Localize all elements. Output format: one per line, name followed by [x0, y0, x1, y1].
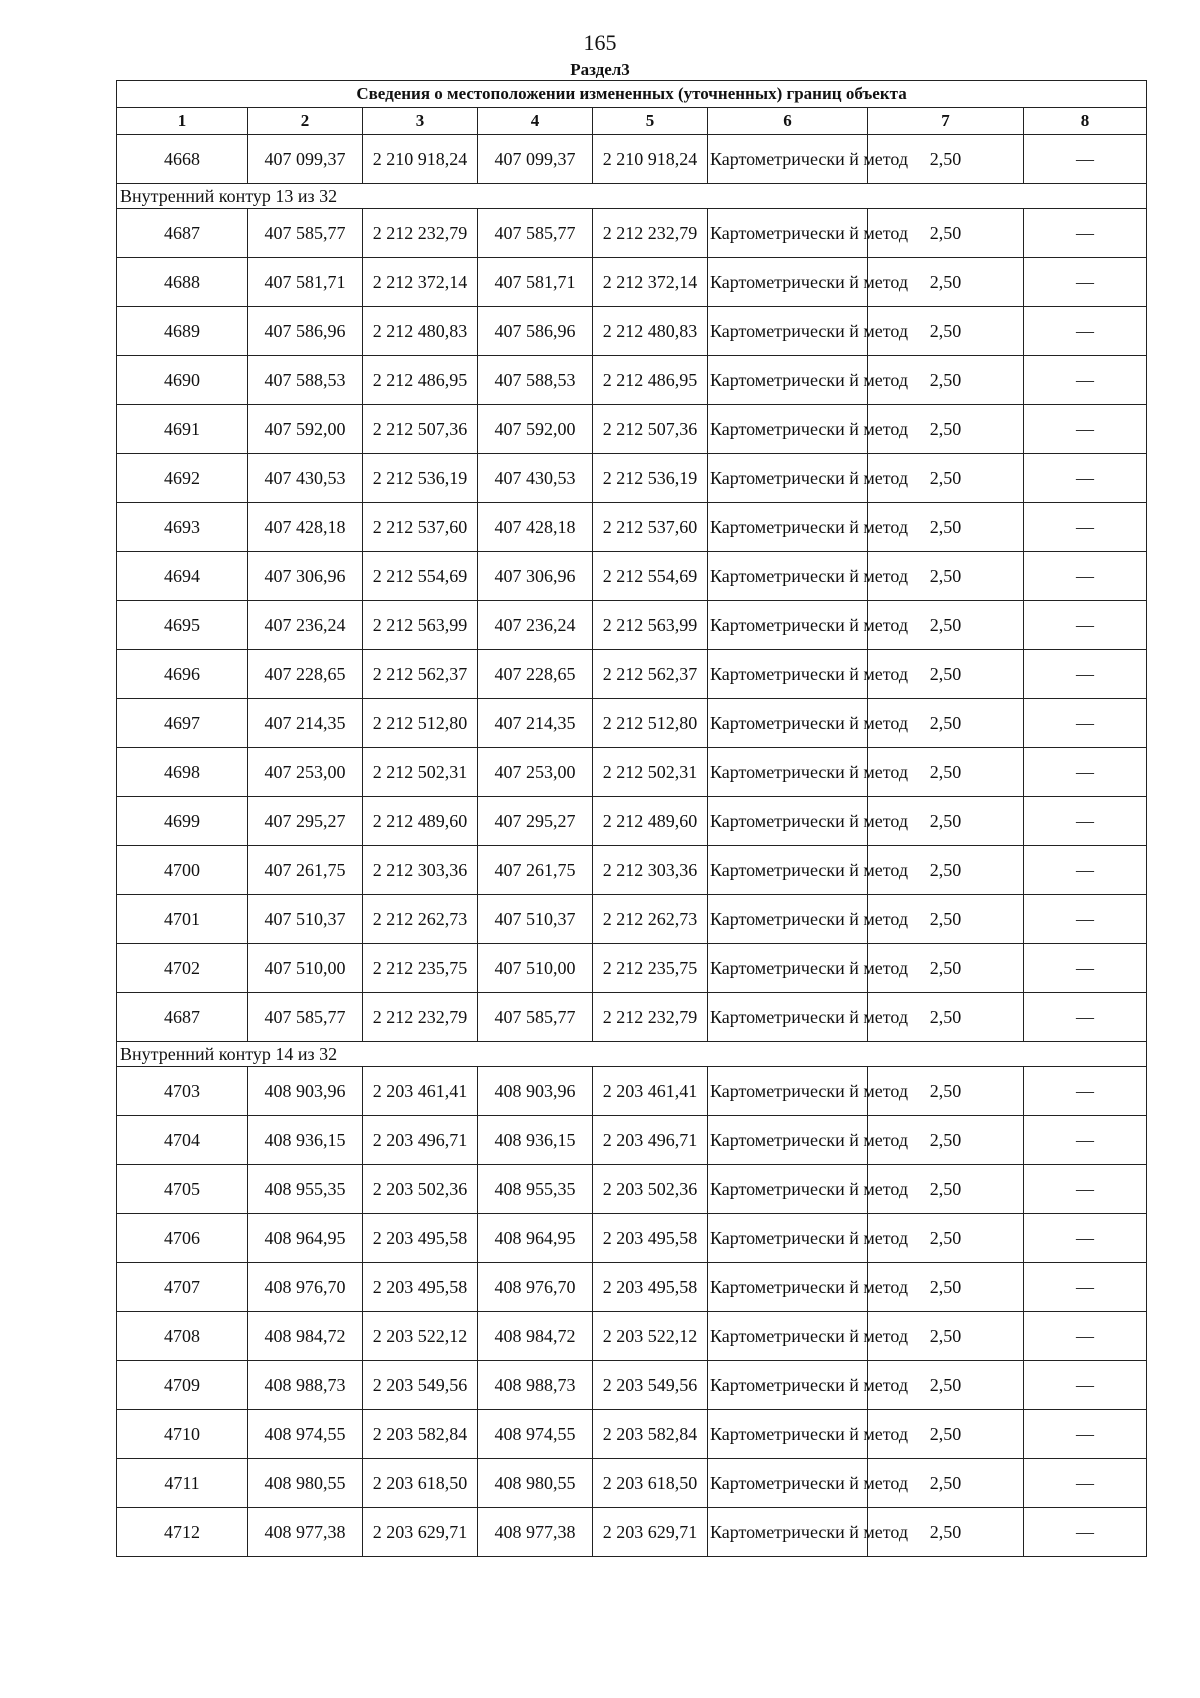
point-number-cell: 4704	[117, 1116, 248, 1165]
table-row	[117, 797, 1147, 846]
method-cell: Картометрически й метод	[708, 356, 868, 405]
column-number-row	[117, 108, 1147, 135]
y-new-cell: 2 203 629,71	[593, 1508, 708, 1557]
y-old-cell: 2 212 537,60	[363, 503, 478, 552]
x-old-cell: 408 964,95	[248, 1214, 363, 1263]
note-cell: —	[1024, 797, 1147, 846]
x-old-cell: 407 214,35	[248, 699, 363, 748]
x-old-cell: 407 585,77	[248, 209, 363, 258]
point-number-cell: 4688	[117, 258, 248, 307]
contour-header-row	[117, 1042, 1147, 1067]
table-row	[117, 356, 1147, 405]
page-number: 165	[583, 30, 617, 55]
y-new-cell: 2 203 496,71	[593, 1116, 708, 1165]
x-new-cell: 407 585,77	[478, 993, 593, 1042]
point-number-cell: 4710	[117, 1410, 248, 1459]
note-cell: —	[1024, 503, 1147, 552]
y-new-cell: 2 212 372,14	[593, 258, 708, 307]
method-cell: Картометрически й метод	[708, 699, 868, 748]
point-number-cell: 4697	[117, 699, 248, 748]
note-cell: —	[1024, 1459, 1147, 1508]
accuracy-cell: 2,50	[868, 846, 1024, 895]
point-number-cell: 4711	[117, 1459, 248, 1508]
accuracy-cell: 2,50	[868, 405, 1024, 454]
accuracy-cell: 2,50	[868, 135, 1024, 184]
table-row	[117, 1361, 1147, 1410]
x-new-cell: 408 976,70	[478, 1263, 593, 1312]
x-new-cell: 407 586,96	[478, 307, 593, 356]
y-old-cell: 2 212 232,79	[363, 209, 478, 258]
accuracy-cell: 2,50	[868, 797, 1024, 846]
x-new-cell: 407 214,35	[478, 699, 593, 748]
y-new-cell: 2 203 618,50	[593, 1459, 708, 1508]
table-row	[117, 1214, 1147, 1263]
x-old-cell: 407 236,24	[248, 601, 363, 650]
x-old-cell: 408 903,96	[248, 1067, 363, 1116]
column-number: 4	[478, 108, 593, 135]
point-number-cell: 4701	[117, 895, 248, 944]
method-cell: Картометрически й метод	[708, 748, 868, 797]
point-number-cell: 4706	[117, 1214, 248, 1263]
accuracy-cell: 2,50	[868, 748, 1024, 797]
table-row	[117, 993, 1147, 1042]
y-old-cell: 2 212 303,36	[363, 846, 478, 895]
method-cell: Картометрически й метод	[708, 209, 868, 258]
note-cell: —	[1024, 1508, 1147, 1557]
note-cell: —	[1024, 1116, 1147, 1165]
x-old-cell: 408 976,70	[248, 1263, 363, 1312]
table-row	[117, 135, 1147, 184]
x-old-cell: 407 510,00	[248, 944, 363, 993]
x-old-cell: 407 581,71	[248, 258, 363, 307]
y-new-cell: 2 203 495,58	[593, 1214, 708, 1263]
column-number: 2	[248, 108, 363, 135]
note-cell: —	[1024, 601, 1147, 650]
y-new-cell: 2 212 537,60	[593, 503, 708, 552]
method-cell: Картометрически й метод	[708, 135, 868, 184]
boundary-table	[116, 80, 1147, 1557]
accuracy-cell: 2,50	[868, 454, 1024, 503]
x-old-cell: 407 510,37	[248, 895, 363, 944]
point-number-cell: 4689	[117, 307, 248, 356]
y-new-cell: 2 212 562,37	[593, 650, 708, 699]
y-old-cell: 2 212 563,99	[363, 601, 478, 650]
y-new-cell: 2 212 554,69	[593, 552, 708, 601]
y-old-cell: 2 212 562,37	[363, 650, 478, 699]
method-cell: Картометрически й метод	[708, 1361, 868, 1410]
method-cell: Картометрически й метод	[708, 895, 868, 944]
column-number: 5	[593, 108, 708, 135]
point-number-cell: 4696	[117, 650, 248, 699]
note-cell: —	[1024, 307, 1147, 356]
method-cell: Картометрически й метод	[708, 993, 868, 1042]
contour-label: Внутренний контур 13 из 32	[117, 184, 1147, 209]
accuracy-cell: 2,50	[868, 993, 1024, 1042]
point-number-cell: 4687	[117, 209, 248, 258]
point-number-cell: 4690	[117, 356, 248, 405]
accuracy-cell: 2,50	[868, 1312, 1024, 1361]
note-cell: —	[1024, 699, 1147, 748]
accuracy-cell: 2,50	[868, 1116, 1024, 1165]
note-cell: —	[1024, 552, 1147, 601]
x-old-cell: 408 984,72	[248, 1312, 363, 1361]
accuracy-cell: 2,50	[868, 1361, 1024, 1410]
note-cell: —	[1024, 846, 1147, 895]
accuracy-cell: 2,50	[868, 1165, 1024, 1214]
y-new-cell: 2 203 502,36	[593, 1165, 708, 1214]
point-number-cell: 4708	[117, 1312, 248, 1361]
column-number: 1	[117, 108, 248, 135]
accuracy-cell: 2,50	[868, 895, 1024, 944]
x-new-cell: 408 984,72	[478, 1312, 593, 1361]
x-new-cell: 407 228,65	[478, 650, 593, 699]
y-new-cell: 2 212 489,60	[593, 797, 708, 846]
y-new-cell: 2 212 486,95	[593, 356, 708, 405]
y-new-cell: 2 212 235,75	[593, 944, 708, 993]
x-old-cell: 407 099,37	[248, 135, 363, 184]
note-cell: —	[1024, 258, 1147, 307]
method-cell: Картометрически й метод	[708, 552, 868, 601]
table-row	[117, 503, 1147, 552]
point-number-cell: 4703	[117, 1067, 248, 1116]
y-new-cell: 2 203 495,58	[593, 1263, 708, 1312]
accuracy-cell: 2,50	[868, 601, 1024, 650]
x-new-cell: 407 430,53	[478, 454, 593, 503]
accuracy-cell: 2,50	[868, 650, 1024, 699]
method-cell: Картометрически й метод	[708, 846, 868, 895]
x-old-cell: 408 988,73	[248, 1361, 363, 1410]
accuracy-cell: 2,50	[868, 356, 1024, 405]
y-old-cell: 2 212 480,83	[363, 307, 478, 356]
point-number-cell: 4699	[117, 797, 248, 846]
y-old-cell: 2 203 618,50	[363, 1459, 478, 1508]
x-new-cell: 407 253,00	[478, 748, 593, 797]
table-row	[117, 307, 1147, 356]
note-cell: —	[1024, 1312, 1147, 1361]
accuracy-cell: 2,50	[868, 1410, 1024, 1459]
point-number-cell: 4712	[117, 1508, 248, 1557]
point-number-cell: 4692	[117, 454, 248, 503]
table-caption: Сведения о местоположении измененных (уточненных) границ объекта	[117, 81, 1147, 108]
note-cell: —	[1024, 895, 1147, 944]
note-cell: —	[1024, 454, 1147, 503]
x-new-cell: 407 236,24	[478, 601, 593, 650]
note-cell: —	[1024, 748, 1147, 797]
point-number-cell: 4709	[117, 1361, 248, 1410]
table-row	[117, 552, 1147, 601]
y-new-cell: 2 203 582,84	[593, 1410, 708, 1459]
method-cell: Картометрически й метод	[708, 1410, 868, 1459]
x-new-cell: 408 980,55	[478, 1459, 593, 1508]
y-new-cell: 2 212 512,80	[593, 699, 708, 748]
section-title: Раздел3	[570, 60, 630, 79]
x-old-cell: 407 428,18	[248, 503, 363, 552]
x-new-cell: 407 261,75	[478, 846, 593, 895]
note-cell: —	[1024, 405, 1147, 454]
y-new-cell: 2 212 232,79	[593, 993, 708, 1042]
x-old-cell: 408 955,35	[248, 1165, 363, 1214]
y-new-cell: 2 212 303,36	[593, 846, 708, 895]
column-number: 8	[1024, 108, 1147, 135]
x-new-cell: 407 428,18	[478, 503, 593, 552]
y-old-cell: 2 212 512,80	[363, 699, 478, 748]
x-old-cell: 407 261,75	[248, 846, 363, 895]
y-new-cell: 2 203 522,12	[593, 1312, 708, 1361]
accuracy-cell: 2,50	[868, 258, 1024, 307]
note-cell: —	[1024, 993, 1147, 1042]
method-cell: Картометрически й метод	[708, 944, 868, 993]
x-new-cell: 407 592,00	[478, 405, 593, 454]
table-row	[117, 1410, 1147, 1459]
method-cell: Картометрически й метод	[708, 503, 868, 552]
note-cell: —	[1024, 1067, 1147, 1116]
table-row	[117, 1263, 1147, 1312]
note-cell: —	[1024, 1361, 1147, 1410]
x-new-cell: 407 099,37	[478, 135, 593, 184]
x-old-cell: 407 306,96	[248, 552, 363, 601]
table-row	[117, 944, 1147, 993]
y-new-cell: 2 212 232,79	[593, 209, 708, 258]
accuracy-cell: 2,50	[868, 209, 1024, 258]
y-new-cell: 2 212 502,31	[593, 748, 708, 797]
method-cell: Картометрически й метод	[708, 601, 868, 650]
table-row	[117, 650, 1147, 699]
x-new-cell: 407 510,00	[478, 944, 593, 993]
y-new-cell: 2 203 461,41	[593, 1067, 708, 1116]
contour-label: Внутренний контур 14 из 32	[117, 1042, 1147, 1067]
x-new-cell: 407 510,37	[478, 895, 593, 944]
y-old-cell: 2 203 502,36	[363, 1165, 478, 1214]
x-old-cell: 407 295,27	[248, 797, 363, 846]
note-cell: —	[1024, 1165, 1147, 1214]
table-row	[117, 1312, 1147, 1361]
note-cell: —	[1024, 944, 1147, 993]
x-new-cell: 408 955,35	[478, 1165, 593, 1214]
table-caption-row	[117, 81, 1147, 108]
table-row	[117, 1116, 1147, 1165]
accuracy-cell: 2,50	[868, 699, 1024, 748]
table-row	[117, 699, 1147, 748]
x-old-cell: 408 980,55	[248, 1459, 363, 1508]
y-old-cell: 2 212 372,14	[363, 258, 478, 307]
x-old-cell: 407 586,96	[248, 307, 363, 356]
y-old-cell: 2 203 629,71	[363, 1508, 478, 1557]
x-new-cell: 407 306,96	[478, 552, 593, 601]
y-old-cell: 2 203 495,58	[363, 1214, 478, 1263]
accuracy-cell: 2,50	[868, 944, 1024, 993]
table-row	[117, 601, 1147, 650]
table-row	[117, 209, 1147, 258]
x-old-cell: 408 977,38	[248, 1508, 363, 1557]
method-cell: Картометрически й метод	[708, 1214, 868, 1263]
accuracy-cell: 2,50	[868, 1459, 1024, 1508]
note-cell: —	[1024, 650, 1147, 699]
method-cell: Картометрически й метод	[708, 797, 868, 846]
x-new-cell: 407 585,77	[478, 209, 593, 258]
method-cell: Картометрически й метод	[708, 405, 868, 454]
x-new-cell: 408 988,73	[478, 1361, 593, 1410]
point-number-cell: 4707	[117, 1263, 248, 1312]
accuracy-cell: 2,50	[868, 503, 1024, 552]
y-old-cell: 2 203 495,58	[363, 1263, 478, 1312]
y-old-cell: 2 212 507,36	[363, 405, 478, 454]
y-new-cell: 2 212 536,19	[593, 454, 708, 503]
y-old-cell: 2 203 522,12	[363, 1312, 478, 1361]
point-number-cell: 4687	[117, 993, 248, 1042]
table-body	[117, 81, 1147, 1557]
note-cell: —	[1024, 209, 1147, 258]
table-row	[117, 895, 1147, 944]
y-new-cell: 2 212 480,83	[593, 307, 708, 356]
table-row	[117, 1459, 1147, 1508]
point-number-cell: 4700	[117, 846, 248, 895]
method-cell: Картометрически й метод	[708, 307, 868, 356]
y-old-cell: 2 203 461,41	[363, 1067, 478, 1116]
x-old-cell: 407 592,00	[248, 405, 363, 454]
x-old-cell: 408 974,55	[248, 1410, 363, 1459]
x-new-cell: 407 588,53	[478, 356, 593, 405]
point-number-cell: 4695	[117, 601, 248, 650]
x-old-cell: 407 253,00	[248, 748, 363, 797]
column-number: 6	[708, 108, 868, 135]
method-cell: Картометрически й метод	[708, 1263, 868, 1312]
y-old-cell: 2 203 582,84	[363, 1410, 478, 1459]
point-number-cell: 4705	[117, 1165, 248, 1214]
accuracy-cell: 2,50	[868, 1067, 1024, 1116]
column-number: 7	[868, 108, 1024, 135]
y-old-cell: 2 212 554,69	[363, 552, 478, 601]
table-row	[117, 258, 1147, 307]
table-row	[117, 1165, 1147, 1214]
accuracy-cell: 2,50	[868, 307, 1024, 356]
point-number-cell: 4694	[117, 552, 248, 601]
table-row	[117, 1067, 1147, 1116]
y-new-cell: 2 203 549,56	[593, 1361, 708, 1410]
y-old-cell: 2 203 496,71	[363, 1116, 478, 1165]
table-row	[117, 846, 1147, 895]
method-cell: Картометрически й метод	[708, 1067, 868, 1116]
x-new-cell: 408 964,95	[478, 1214, 593, 1263]
method-cell: Картометрически й метод	[708, 1116, 868, 1165]
point-number-cell: 4668	[117, 135, 248, 184]
table-row	[117, 1508, 1147, 1557]
accuracy-cell: 2,50	[868, 1263, 1024, 1312]
method-cell: Картометрически й метод	[708, 258, 868, 307]
note-cell: —	[1024, 1410, 1147, 1459]
x-old-cell: 408 936,15	[248, 1116, 363, 1165]
x-old-cell: 407 585,77	[248, 993, 363, 1042]
note-cell: —	[1024, 135, 1147, 184]
method-cell: Картометрически й метод	[708, 1508, 868, 1557]
note-cell: —	[1024, 356, 1147, 405]
method-cell: Картометрически й метод	[708, 454, 868, 503]
y-old-cell: 2 212 489,60	[363, 797, 478, 846]
method-cell: Картометрически й метод	[708, 1165, 868, 1214]
x-new-cell: 408 974,55	[478, 1410, 593, 1459]
point-number-cell: 4693	[117, 503, 248, 552]
x-old-cell: 407 588,53	[248, 356, 363, 405]
x-new-cell: 407 295,27	[478, 797, 593, 846]
contour-header-row	[117, 184, 1147, 209]
y-old-cell: 2 212 235,75	[363, 944, 478, 993]
method-cell: Картометрически й метод	[708, 650, 868, 699]
x-new-cell: 407 581,71	[478, 258, 593, 307]
x-new-cell: 408 903,96	[478, 1067, 593, 1116]
method-cell: Картометрически й метод	[708, 1312, 868, 1361]
point-number-cell: 4702	[117, 944, 248, 993]
y-old-cell: 2 203 549,56	[363, 1361, 478, 1410]
method-cell: Картометрически й метод	[708, 1459, 868, 1508]
y-old-cell: 2 210 918,24	[363, 135, 478, 184]
y-old-cell: 2 212 232,79	[363, 993, 478, 1042]
table-row	[117, 454, 1147, 503]
note-cell: —	[1024, 1214, 1147, 1263]
y-new-cell: 2 212 262,73	[593, 895, 708, 944]
y-old-cell: 2 212 536,19	[363, 454, 478, 503]
accuracy-cell: 2,50	[868, 552, 1024, 601]
y-old-cell: 2 212 502,31	[363, 748, 478, 797]
accuracy-cell: 2,50	[868, 1214, 1024, 1263]
y-old-cell: 2 212 262,73	[363, 895, 478, 944]
note-cell: —	[1024, 1263, 1147, 1312]
x-new-cell: 408 977,38	[478, 1508, 593, 1557]
y-new-cell: 2 210 918,24	[593, 135, 708, 184]
x-new-cell: 408 936,15	[478, 1116, 593, 1165]
table-row	[117, 748, 1147, 797]
column-number: 3	[363, 108, 478, 135]
y-new-cell: 2 212 563,99	[593, 601, 708, 650]
y-old-cell: 2 212 486,95	[363, 356, 478, 405]
x-old-cell: 407 430,53	[248, 454, 363, 503]
point-number-cell: 4698	[117, 748, 248, 797]
table-row	[117, 405, 1147, 454]
accuracy-cell: 2,50	[868, 1508, 1024, 1557]
point-number-cell: 4691	[117, 405, 248, 454]
y-new-cell: 2 212 507,36	[593, 405, 708, 454]
x-old-cell: 407 228,65	[248, 650, 363, 699]
